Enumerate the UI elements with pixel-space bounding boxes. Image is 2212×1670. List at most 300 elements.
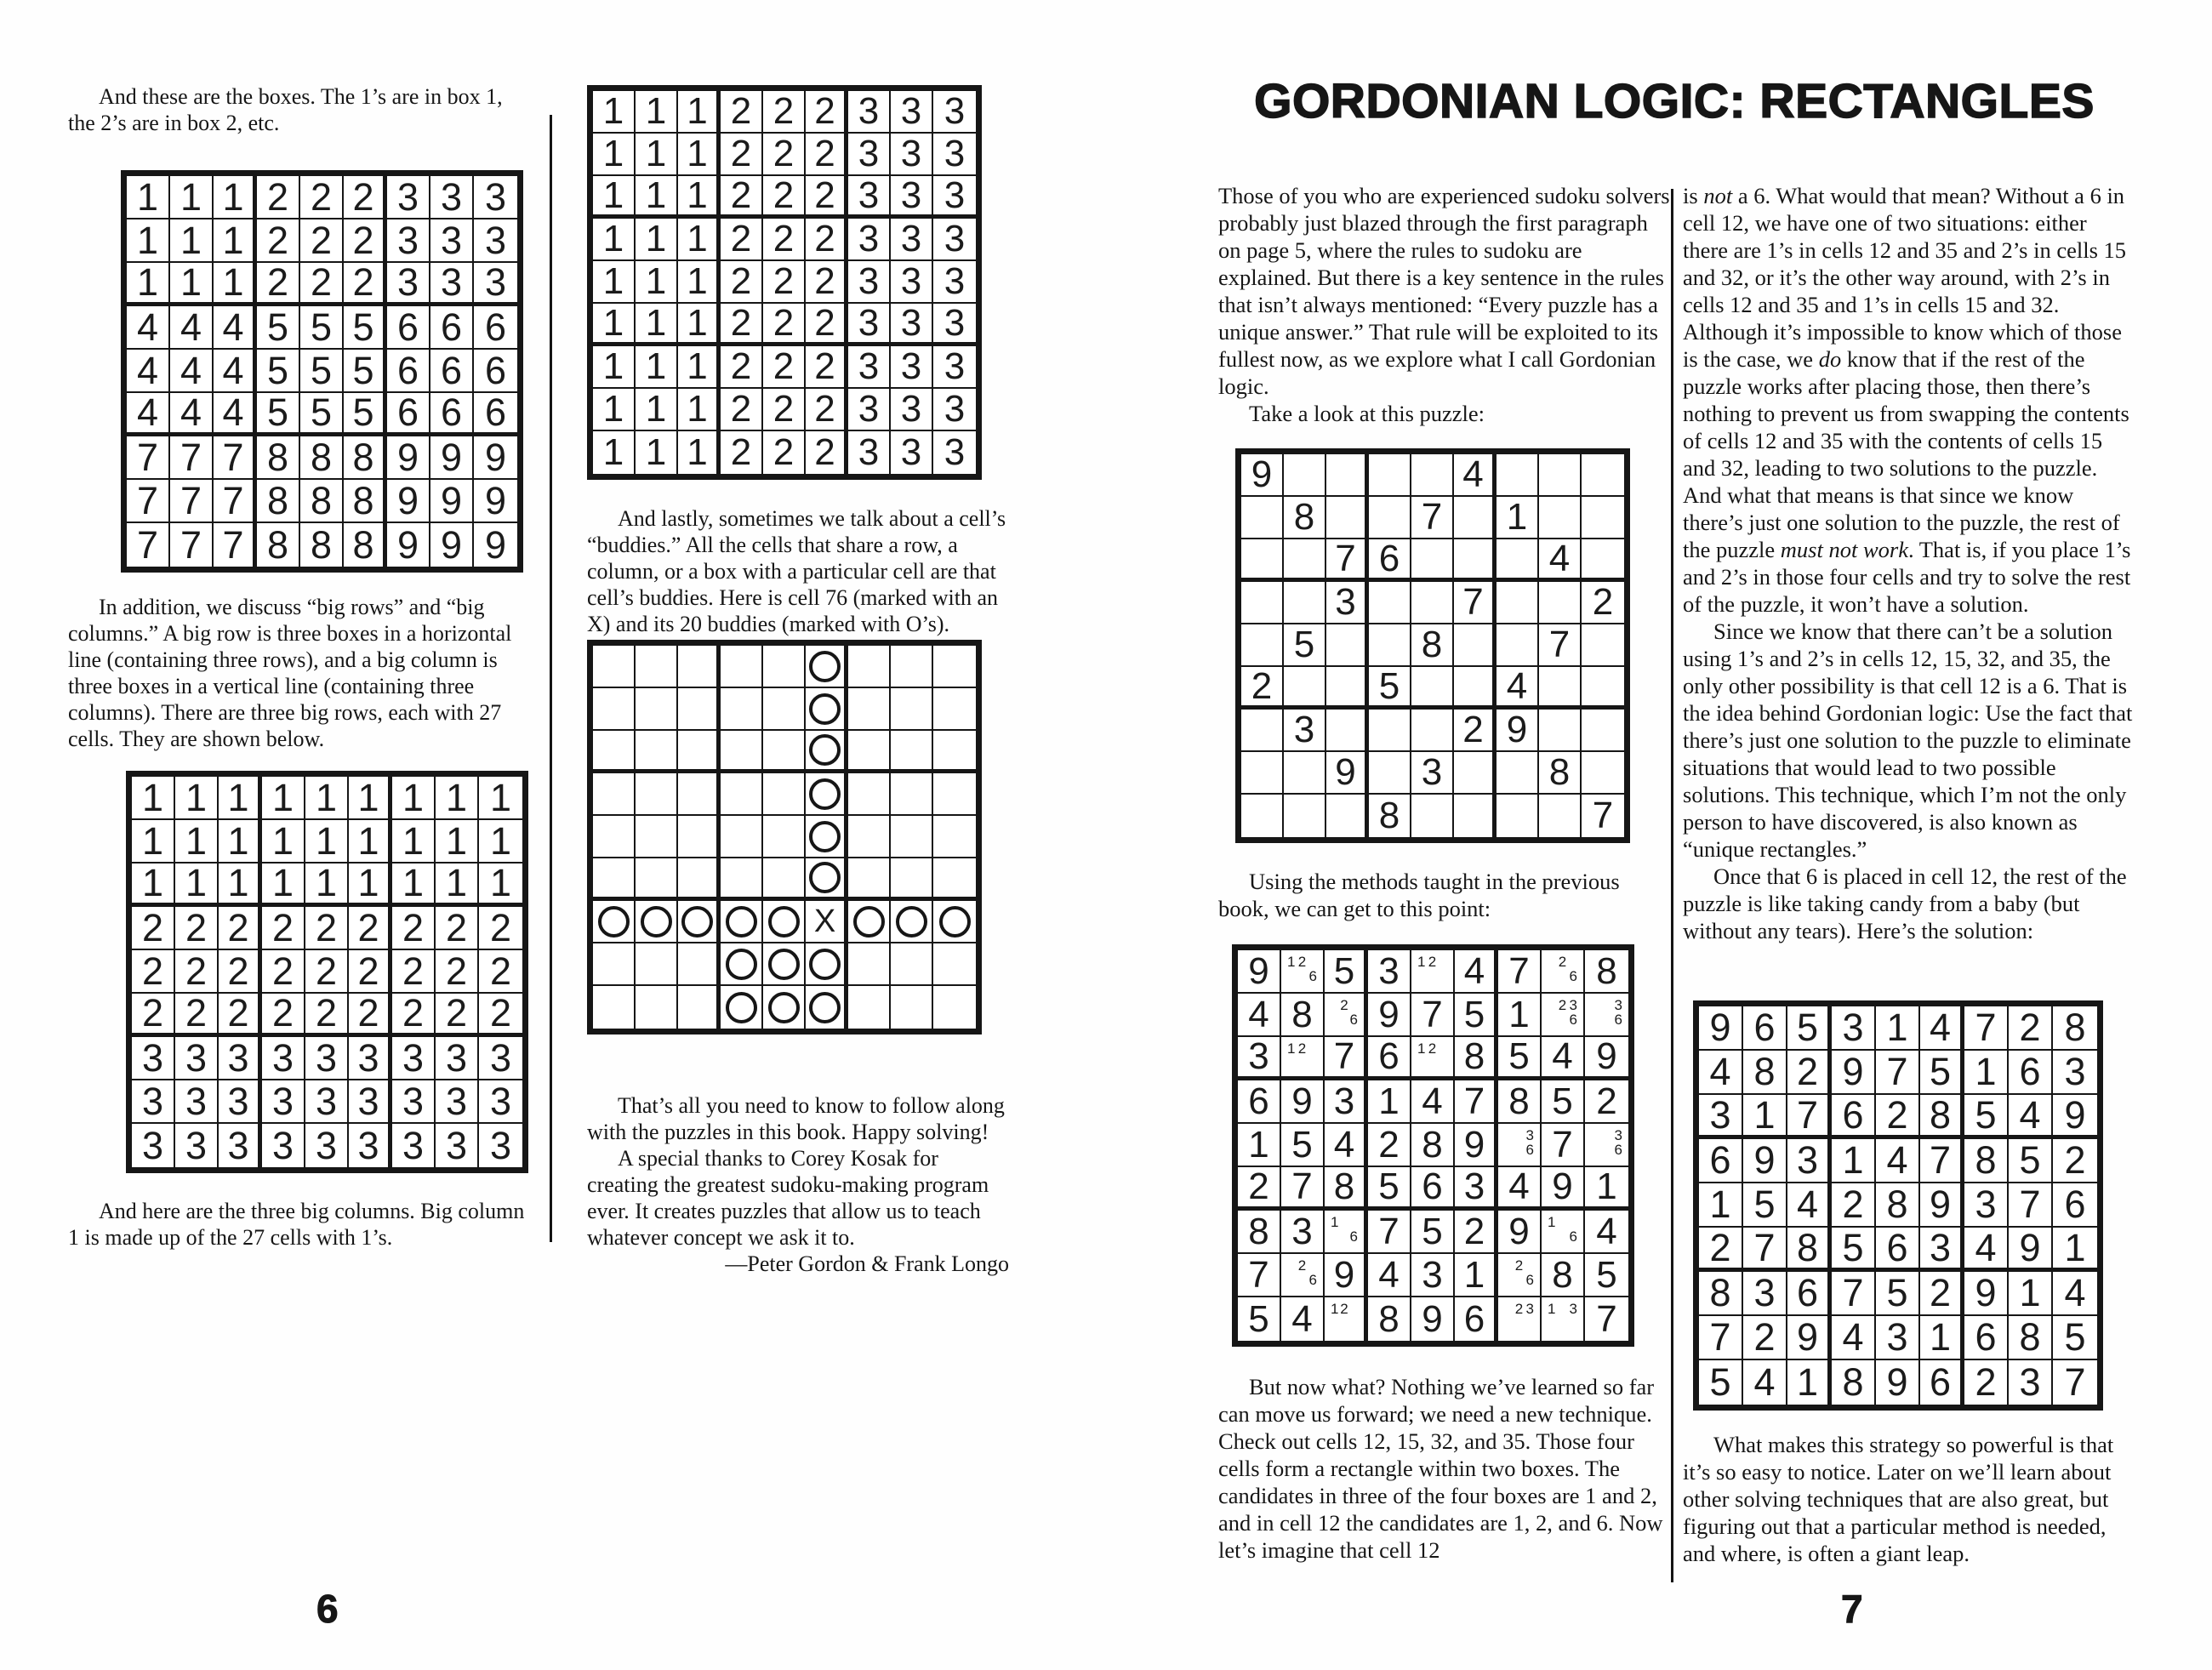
grid-cell: [763, 688, 806, 731]
grid-cell: 9: [430, 480, 474, 523]
grid-cell: 5: [1787, 1006, 1832, 1051]
grid-cell: 7: [170, 480, 214, 523]
grid-cell: 1: [1920, 1316, 1964, 1360]
grid-cell: 1: [678, 304, 721, 346]
grid-cell: 6: [1368, 1037, 1411, 1080]
grid-cell: 2: [257, 263, 300, 306]
grid-cell: 3: [891, 261, 933, 304]
grid-cell: [933, 816, 976, 858]
grid-cell: 3: [848, 261, 891, 304]
grid-cell: 2: [806, 346, 848, 389]
grid-cell: [1411, 710, 1454, 752]
grid-cell: 1: [214, 219, 257, 263]
grid-cell: 1: [219, 820, 262, 863]
grid-cell: [1369, 710, 1411, 752]
grid-cell: 5: [344, 350, 387, 393]
grid-cell: 7: [1326, 539, 1369, 582]
grid-cell: [1369, 752, 1411, 795]
grid-cell: 3: [1920, 1228, 1964, 1272]
grid-cell: 2: [1241, 667, 1284, 710]
grid-cell: 4: [1964, 1228, 2009, 1272]
grid-cell: 3: [848, 219, 891, 261]
grid-cell: 2: [721, 219, 763, 261]
grid-cell: [848, 773, 891, 816]
candidate-marks: 1 2 6: [1287, 954, 1317, 984]
grid-cell: 2: [305, 950, 349, 994]
grid-cell: 2: [1455, 1211, 1498, 1254]
grid-cell: 1: [636, 219, 678, 261]
grid-cell: 2: [257, 176, 300, 219]
grid-cell: [1411, 539, 1454, 582]
grid-cell: 2: [479, 907, 522, 950]
grid-cell: 4: [170, 393, 214, 436]
grid-cell: [806, 816, 848, 858]
grid-cell: 2: [392, 907, 436, 950]
buddy-o-mark: [809, 949, 841, 980]
grid-cell: 1: [2009, 1272, 2053, 1316]
grid-cell: 3: [132, 1037, 175, 1080]
paragraph: What makes this strategy so powerful is that it’s so easy to notice. Later on we’ll learn about other solving techniques that are also great, but figuring out that a particular method is needed, and where, is often a giant leap.: [1683, 1432, 2114, 1566]
grid-cell: 7: [1596, 1297, 1617, 1340]
buddy-o-mark: [726, 906, 757, 938]
grid-cell: 1: [175, 863, 219, 907]
grid-cell: 3: [474, 263, 517, 306]
grid-cell: 2: [763, 219, 806, 261]
grid-cell: 7: [1455, 1080, 1498, 1124]
grid-cell: 5: [300, 306, 344, 350]
buddy-o-mark: [641, 906, 672, 938]
grid-cell: [1542, 994, 1585, 1037]
grid-cell: [1325, 1211, 1368, 1254]
grid-cell: 6: [474, 393, 517, 436]
grid-cell: [1497, 624, 1539, 667]
grid-cell: [1542, 1297, 1585, 1341]
grid-cell: 2: [721, 346, 763, 389]
grid-cell: 2: [1832, 1183, 1876, 1228]
grid-cell: 3: [2009, 1360, 2053, 1405]
grid-cell: 3: [436, 1037, 479, 1080]
grid-cell: 3: [219, 1080, 262, 1124]
grid-cell: [1241, 624, 1284, 667]
grid-cell: 9: [474, 436, 517, 480]
grid-cell: 2: [806, 219, 848, 261]
grid-cell: 1: [392, 863, 436, 907]
grid-cell: [1539, 582, 1582, 624]
grid-cell: 3: [891, 346, 933, 389]
grid-cell: [806, 688, 848, 731]
candidate-marks: 2 6: [1558, 954, 1577, 984]
grid-cell: [1284, 582, 1326, 624]
buddy-o-mark: [939, 906, 971, 938]
grid-cell: 6: [1964, 1316, 2009, 1360]
grid-cell: 3: [848, 304, 891, 346]
grid-cell: 1: [593, 134, 636, 176]
grid-cell: 7: [1920, 1139, 1964, 1183]
buddies-grid: [587, 640, 982, 1034]
buddy-o-mark: [809, 821, 841, 852]
grid-cell: [721, 731, 763, 773]
grid-cell: [891, 731, 933, 773]
grid-cell: 8: [1585, 950, 1628, 994]
grid-cell: 3: [848, 431, 891, 474]
grid-cell: 8: [257, 436, 300, 480]
grid-cell: 3: [219, 1124, 262, 1167]
grid-cell: [593, 646, 636, 688]
grid-cell: 1: [175, 777, 219, 820]
grid-cell: 3: [1699, 1095, 1743, 1139]
grid-cell: 2: [344, 176, 387, 219]
grid-cell: 8: [344, 480, 387, 523]
grid-cell: 3: [848, 346, 891, 389]
grid-cell: [593, 731, 636, 773]
grid-cell: [1325, 994, 1368, 1037]
grid-cell: [1497, 752, 1539, 795]
grid-cell: 4: [1368, 1254, 1411, 1297]
grid-cell: 3: [392, 1124, 436, 1167]
page6-column-divider: [550, 115, 552, 1242]
grid-cell: [1284, 795, 1326, 837]
grid-cell: 7: [127, 436, 170, 480]
grid-cell: [1582, 624, 1624, 667]
grid-cell: 1: [132, 863, 175, 907]
grid-cell: 9: [387, 523, 430, 567]
grid-cell: 1: [2053, 1228, 2097, 1272]
grid-cell: 5: [344, 393, 387, 436]
grid-cell: 8: [1238, 1211, 1281, 1254]
grid-cell: 3: [430, 263, 474, 306]
grid-cell: 6: [1369, 539, 1411, 582]
paragraph: is not a 6. What would that mean? Without a 6 in cell 12, we have one of two situations: either there are 1’s in cells 12 and 35 and 2’s in cells 15 and 32, or it’s the other way around, with 2’s in cells 12 and 35 and 1’s in cells 15 and 32. Although it’s impossible to know which of those is the case, we do know that if the rest of the puzzle works after placing those, then there’s nothing to prevent us from swapping the contents of cells 12 and 35 with the contents of cells 15 and 32, leading to two solutions to the puzzle. And what that means is that since we know there’s just one solution to the puzzle, the rest of the puzzle must not work. That is, if you place 1’s and 2’s in those four cells and try to solve the rest of the puzzle, it won’t have a solution.: [1683, 183, 2131, 617]
page6-closing-paragraphs: [587, 1092, 1009, 1277]
paragraph: And these are the boxes. The 1’s are in box 1, the 2’s are in box 2, etc.: [68, 84, 503, 135]
grid-cell: 9: [474, 480, 517, 523]
grid-cell: 1: [678, 134, 721, 176]
grid-cell: 7: [214, 523, 257, 567]
grid-cell: 9: [1920, 1183, 1964, 1228]
buddy-o-mark: [853, 906, 885, 938]
grid-cell: 7: [1454, 582, 1497, 624]
grid-cell: [593, 901, 636, 943]
grid-cell: [848, 688, 891, 731]
grid-cell: 2: [1368, 1124, 1411, 1167]
grid-cell: 7: [214, 480, 257, 523]
grid-cell: 3: [436, 1080, 479, 1124]
grid-cell: 5: [257, 306, 300, 350]
grid-cell: 3: [891, 431, 933, 474]
grid-cell: 3: [891, 304, 933, 346]
grid-cell: [1326, 795, 1369, 837]
grid-cell: 3: [262, 1037, 305, 1080]
grid-cell: 8: [1920, 1095, 1964, 1139]
paragraph: A special thanks to Corey Kosak for creating the greatest sudoku-making program ever. It creates puzzles that allow us to teach whatever concept we ask it to.: [587, 1146, 989, 1250]
grid-cell: 2: [2009, 1006, 2053, 1051]
buddy-o-mark: [768, 906, 800, 938]
grid-cell: 3: [305, 1080, 349, 1124]
candidate-marks: 2 6: [1514, 1257, 1534, 1288]
grid-cell: [1326, 667, 1369, 710]
grid-cell: 3: [392, 1037, 436, 1080]
grid-cell: [721, 688, 763, 731]
candidate-marks: 1 3: [1548, 1301, 1577, 1317]
grid-cell: [636, 816, 678, 858]
grid-cell: [721, 773, 763, 816]
grid-cell: 7: [2064, 1360, 2086, 1404]
grid-cell: 9: [2009, 1228, 2053, 1272]
grid-cell: 2: [132, 907, 175, 950]
grid-cell: [636, 858, 678, 901]
grid-cell: [1241, 710, 1284, 752]
grid-cell: [848, 646, 891, 688]
grid-cell: 2: [1454, 710, 1497, 752]
candidate-marks: 3 6: [1614, 997, 1622, 1028]
buddy-o-mark: [809, 778, 841, 810]
grid-cell: 3: [219, 1037, 262, 1080]
grid-cell: 1: [170, 176, 214, 219]
grid-cell: 7: [1325, 1037, 1368, 1080]
grid-cell: 1: [175, 820, 219, 863]
grid-cell: 3: [132, 1124, 175, 1167]
grid-cell: [763, 646, 806, 688]
grid-cell: 4: [1411, 1080, 1455, 1124]
grid-cell: 1: [1832, 1139, 1876, 1183]
grid-cell: 5: [300, 350, 344, 393]
grid-cell: 7: [1699, 1316, 1743, 1360]
grid-cell: 1: [305, 820, 349, 863]
buddy-o-mark: [809, 651, 841, 682]
grid-cell: 2: [262, 994, 305, 1037]
paragraph: And lastly, sometimes we talk about a cell’s “buddies.” All the cells that share a row, a column, or a box with a particular cell are that cell’s buddies. Here is cell 76 (marked with an X) and its 20 buddies (marked with O’s).: [587, 506, 1006, 636]
grid-cell: 1: [132, 777, 175, 820]
grid-cell: 5: [1832, 1228, 1876, 1272]
grid-cell: 5: [1920, 1051, 1964, 1095]
grid-cell: 5: [1964, 1095, 2009, 1139]
grid-cell: 8: [1325, 1167, 1368, 1211]
grid-cell: 7: [1542, 1124, 1585, 1167]
grid-cell: 1: [1455, 1254, 1498, 1297]
grid-cell: 1: [593, 346, 636, 389]
grid-cell: [1582, 710, 1624, 752]
grid-cell: [1454, 624, 1497, 667]
grid-cell: [678, 773, 721, 816]
candidate-marks: 3 6: [1525, 1127, 1534, 1158]
grid-cell: 4: [127, 306, 170, 350]
candidate-marks: 1 2: [1331, 1301, 1348, 1317]
grid-cell: 1: [1876, 1006, 1920, 1051]
grid-cell: 3: [933, 219, 976, 261]
grid-cell: 2: [806, 389, 848, 431]
grid-cell: 6: [2009, 1051, 2053, 1095]
grid-cell: 1: [127, 263, 170, 306]
grid-cell: 2: [175, 950, 219, 994]
grid-cell: 8: [1368, 1297, 1411, 1341]
grid-cell: [1411, 1037, 1455, 1080]
grid-cell: 1: [127, 176, 170, 219]
grid-cell: [891, 986, 933, 1029]
grid-cell: [763, 731, 806, 773]
grid-cell: 7: [1592, 795, 1614, 836]
page-number-7: 7: [1841, 1587, 1863, 1631]
grid-cell: 8: [1743, 1051, 1787, 1095]
grid-cell: [1454, 539, 1497, 582]
grid-cell: 1: [678, 261, 721, 304]
grid-cell: [678, 688, 721, 731]
grid-cell: [678, 816, 721, 858]
grid-cell: [721, 646, 763, 688]
grid-cell: 1: [593, 91, 636, 134]
grid-cell: [1326, 710, 1369, 752]
grid-cell: 9: [1876, 1360, 1920, 1405]
grid-cell: 1: [479, 820, 522, 863]
grid-cell: 2: [763, 431, 806, 474]
buddy-o-mark: [726, 992, 757, 1023]
grid-cell: 8: [1964, 1139, 2009, 1183]
grid-cell: 8: [1787, 1228, 1832, 1272]
boxes-grid: [121, 170, 523, 573]
grid-cell: 9: [387, 480, 430, 523]
grid-cell: 1: [479, 777, 522, 820]
grid-cell: 4: [1325, 1124, 1368, 1167]
grid-cell: 1: [349, 820, 392, 863]
grid-cell: 7: [1368, 1211, 1411, 1254]
grid-cell: 6: [387, 393, 430, 436]
grid-cell: [721, 858, 763, 901]
grid-cell: 5: [1542, 1080, 1585, 1124]
grid-cell: 9: [1832, 1051, 1876, 1095]
grid-cell: [1326, 454, 1369, 497]
grid-cell: [848, 943, 891, 986]
grid-cell: 6: [387, 350, 430, 393]
grid-cell: 2: [763, 176, 806, 219]
candidate-marks: 2 3 6: [1558, 997, 1577, 1028]
grid-cell: 3: [848, 91, 891, 134]
grid-cell: [933, 986, 976, 1029]
grid-cell: 3: [2053, 1051, 2097, 1095]
grid-cell: 7: [170, 436, 214, 480]
grid-cell: 4: [1454, 454, 1497, 497]
grid-cell: [763, 986, 806, 1029]
grid-cell: 2: [806, 134, 848, 176]
grid-cell: 3: [891, 134, 933, 176]
grid-cell: [678, 858, 721, 901]
grid-cell: 4: [1787, 1183, 1832, 1228]
grid-cell: 8: [257, 523, 300, 567]
grid-cell: [891, 816, 933, 858]
grid-cell: 4: [1539, 539, 1582, 582]
grid-cell: 6: [387, 306, 430, 350]
grid-cell: 7: [1743, 1228, 1787, 1272]
grid-cell: 2: [305, 994, 349, 1037]
candidates-grid: [1232, 944, 1634, 1347]
grid-cell: 3: [933, 346, 976, 389]
grid-cell: 7: [1964, 1006, 2009, 1051]
grid-cell: [636, 773, 678, 816]
grid-cell: 3: [305, 1124, 349, 1167]
grid-cell: [1497, 582, 1539, 624]
grid-cell: 3: [891, 389, 933, 431]
grid-cell: 2: [1920, 1272, 1964, 1316]
grid-cell: [1539, 667, 1582, 710]
grid-cell: 2: [763, 261, 806, 304]
grid-cell: [933, 858, 976, 901]
grid-cell: 9: [1455, 1124, 1498, 1167]
grid-cell: [1582, 454, 1624, 497]
grid-cell: [1539, 454, 1582, 497]
grid-cell: 8: [1498, 1080, 1542, 1124]
grid-cell: 9: [1325, 1254, 1368, 1297]
grid-cell: 8: [1455, 1037, 1498, 1080]
paragraph: Take a look at this puzzle:: [1249, 401, 1485, 426]
grid-cell: 2: [219, 950, 262, 994]
grid-cell: 7: [1539, 624, 1582, 667]
grid-cell: 8: [300, 480, 344, 523]
grid-cell: [678, 646, 721, 688]
grid-cell: [678, 986, 721, 1029]
grid-cell: 3: [474, 176, 517, 219]
grid-cell: 2: [806, 304, 848, 346]
grid-cell: 3: [1368, 950, 1411, 994]
grid-cell: 7: [1832, 1272, 1876, 1316]
grid-cell: 4: [1920, 1006, 1964, 1051]
grid-cell: 3: [1281, 1211, 1325, 1254]
grid-cell: [806, 986, 848, 1029]
grid-cell: 1: [479, 863, 522, 907]
grid-cell: [636, 688, 678, 731]
grid-cell: [1585, 1124, 1628, 1167]
grid-cell: [636, 943, 678, 986]
grid-cell: 5: [2053, 1316, 2097, 1360]
grid-cell: 8: [344, 523, 387, 567]
grid-cell: 1: [170, 263, 214, 306]
grid-cell: 4: [170, 306, 214, 350]
grid-cell: 2: [257, 219, 300, 263]
grid-cell: 1: [1743, 1095, 1787, 1139]
grid-cell: 4: [1455, 950, 1498, 994]
grid-cell: [891, 688, 933, 731]
grid-cell: 9: [1368, 994, 1411, 1037]
grid-cell: 6: [430, 306, 474, 350]
grid-cell: 2: [436, 950, 479, 994]
buddy-o-mark: [598, 906, 630, 938]
grid-cell: 3: [1238, 1037, 1281, 1080]
grid-cell: 7: [1411, 497, 1454, 539]
grid-cell: 1: [678, 91, 721, 134]
grid-cell: 2: [721, 176, 763, 219]
grid-cell: 6: [1743, 1006, 1787, 1051]
paragraph: But now what? Nothing we’ve learned so far can move us forward; we need a new technique. Check out cells 12, 15, 32, and 35. Those four cells form a rectangle within two boxes. The candidates in three of the four boxes are 1 and 2, and in cell 12 the candidates are 1, 2, and 6. Now let’s imagine that cell 12: [1218, 1374, 1663, 1563]
grid-cell: 3: [175, 1080, 219, 1124]
grid-cell: 8: [1699, 1272, 1743, 1316]
grid-cell: 2: [300, 219, 344, 263]
grid-cell: 6: [2053, 1183, 2097, 1228]
grid-cell: 1: [678, 431, 721, 474]
grid-cell: 4: [1542, 1037, 1585, 1080]
grid-cell: 1: [678, 176, 721, 219]
grid-cell: [1369, 454, 1411, 497]
grid-cell: 3: [933, 134, 976, 176]
grid-cell: 9: [1542, 1167, 1585, 1211]
grid-cell: [806, 858, 848, 901]
grid-cell: [1498, 1124, 1542, 1167]
grid-cell: [848, 986, 891, 1029]
grid-cell: 6: [474, 306, 517, 350]
grid-cell: [593, 986, 636, 1029]
grid-cell: [1284, 539, 1326, 582]
grid-cell: 1: [219, 863, 262, 907]
grid-cell: 8: [1832, 1360, 1876, 1405]
grid-cell: 1: [678, 219, 721, 261]
grid-cell: [1369, 624, 1411, 667]
grid-cell: [721, 943, 763, 986]
